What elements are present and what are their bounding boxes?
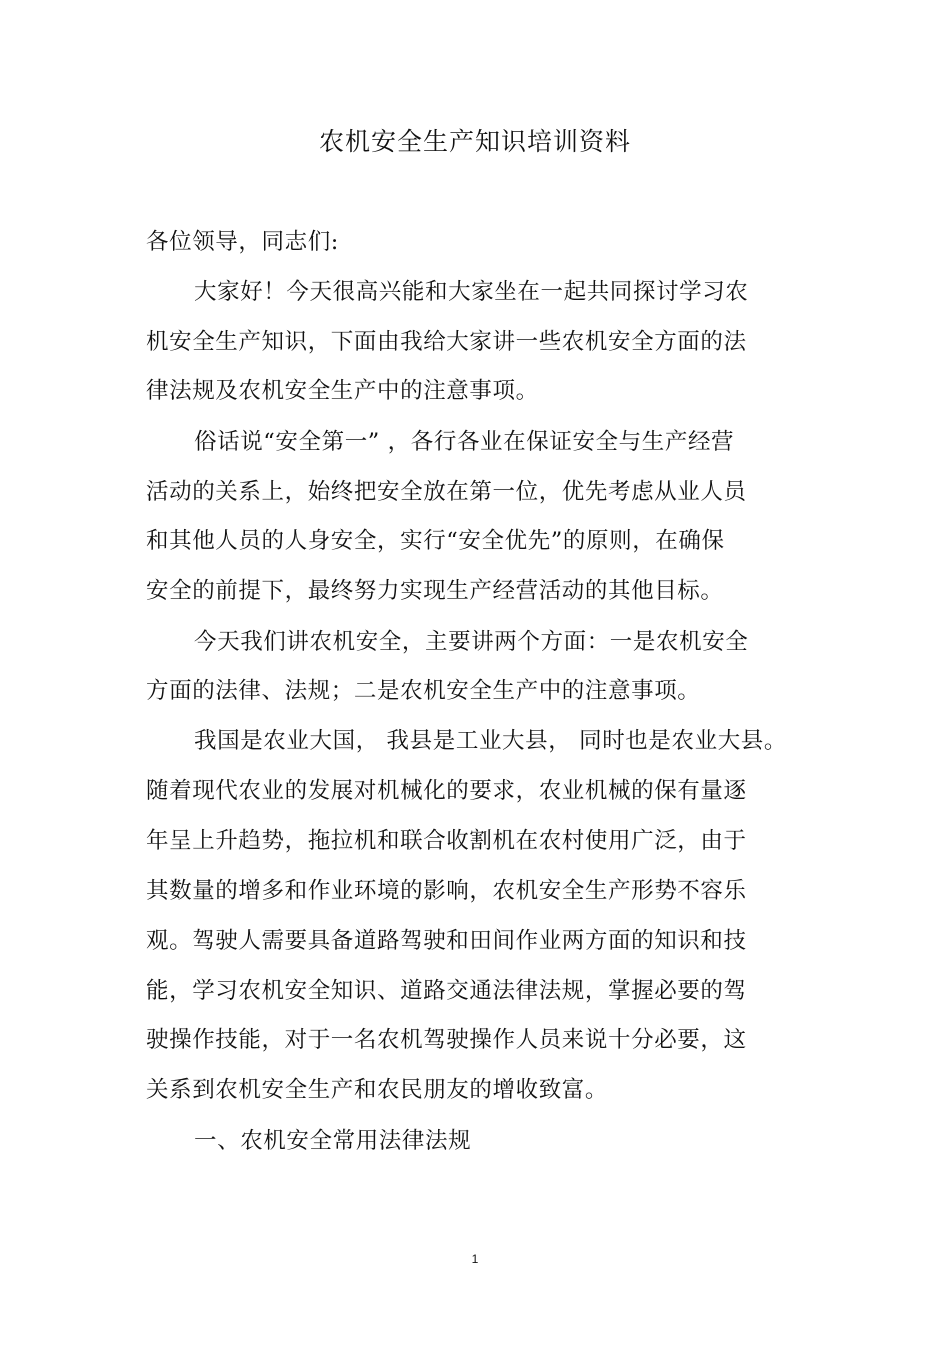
text-line: 今天我们讲农机安全，主要讲两个方面：一是农机安全 bbox=[194, 629, 749, 655]
text-line: 和其他人员的人身安全，实行“安全优先”的原则，在确保 bbox=[146, 528, 725, 554]
page-number: 1 bbox=[471, 1252, 479, 1266]
text-line: 俗话说“安全第一” ，各行各业在保证安全与生产经营 bbox=[194, 429, 735, 455]
text-line: 各位领导，同志们: bbox=[146, 229, 339, 255]
text-line: 机安全生产知识，下面由我给大家讲一些农机安全方面的法 bbox=[146, 329, 747, 355]
section-heading: 一、农机安全常用法律法规 bbox=[194, 1128, 472, 1154]
text-line: 观。驾驶人需要具备道路驾驶和田间作业两方面的知识和技 bbox=[146, 928, 747, 954]
text-line: 安全的前提下，最终努力实现生产经营活动的其他目标。 bbox=[146, 578, 724, 604]
text-line: 活动的关系上，始终把安全放在第一位，优先考虑从业人员 bbox=[146, 479, 747, 505]
text-line: 方面的法律、法规；二是农机安全生产中的注意事项。 bbox=[146, 678, 701, 704]
text-line: 随着现代农业的发展对机械化的要求，农业机械的保有量逐 bbox=[146, 778, 747, 804]
text-line: 律法规及农机安全生产中的注意事项。 bbox=[146, 378, 539, 404]
text-line: 我国是农业大国， 我县是工业大县， 同时也是农业大县。 bbox=[194, 728, 788, 754]
text-line: 能，学习农机安全知识、道路交通法律法规，掌握必要的驾 bbox=[146, 978, 747, 1004]
text-line: 大家好！今天很高兴能和大家坐在一起共同探讨学习农 bbox=[194, 279, 749, 305]
document-title: 农机安全生产知识培训资料 bbox=[318, 127, 631, 156]
text-line: 关系到农机安全生产和农民朋友的增收致富。 bbox=[146, 1077, 609, 1103]
text-line: 驶操作技能，对于一名农机驾驶操作人员来说十分必要，这 bbox=[146, 1027, 747, 1053]
text-line: 其数量的增多和作业环境的影响，农机安全生产形势不容乐 bbox=[146, 878, 747, 904]
text-line: 年呈上升趋势，拖拉机和联合收割机在农村使用广泛，由于 bbox=[146, 828, 747, 854]
